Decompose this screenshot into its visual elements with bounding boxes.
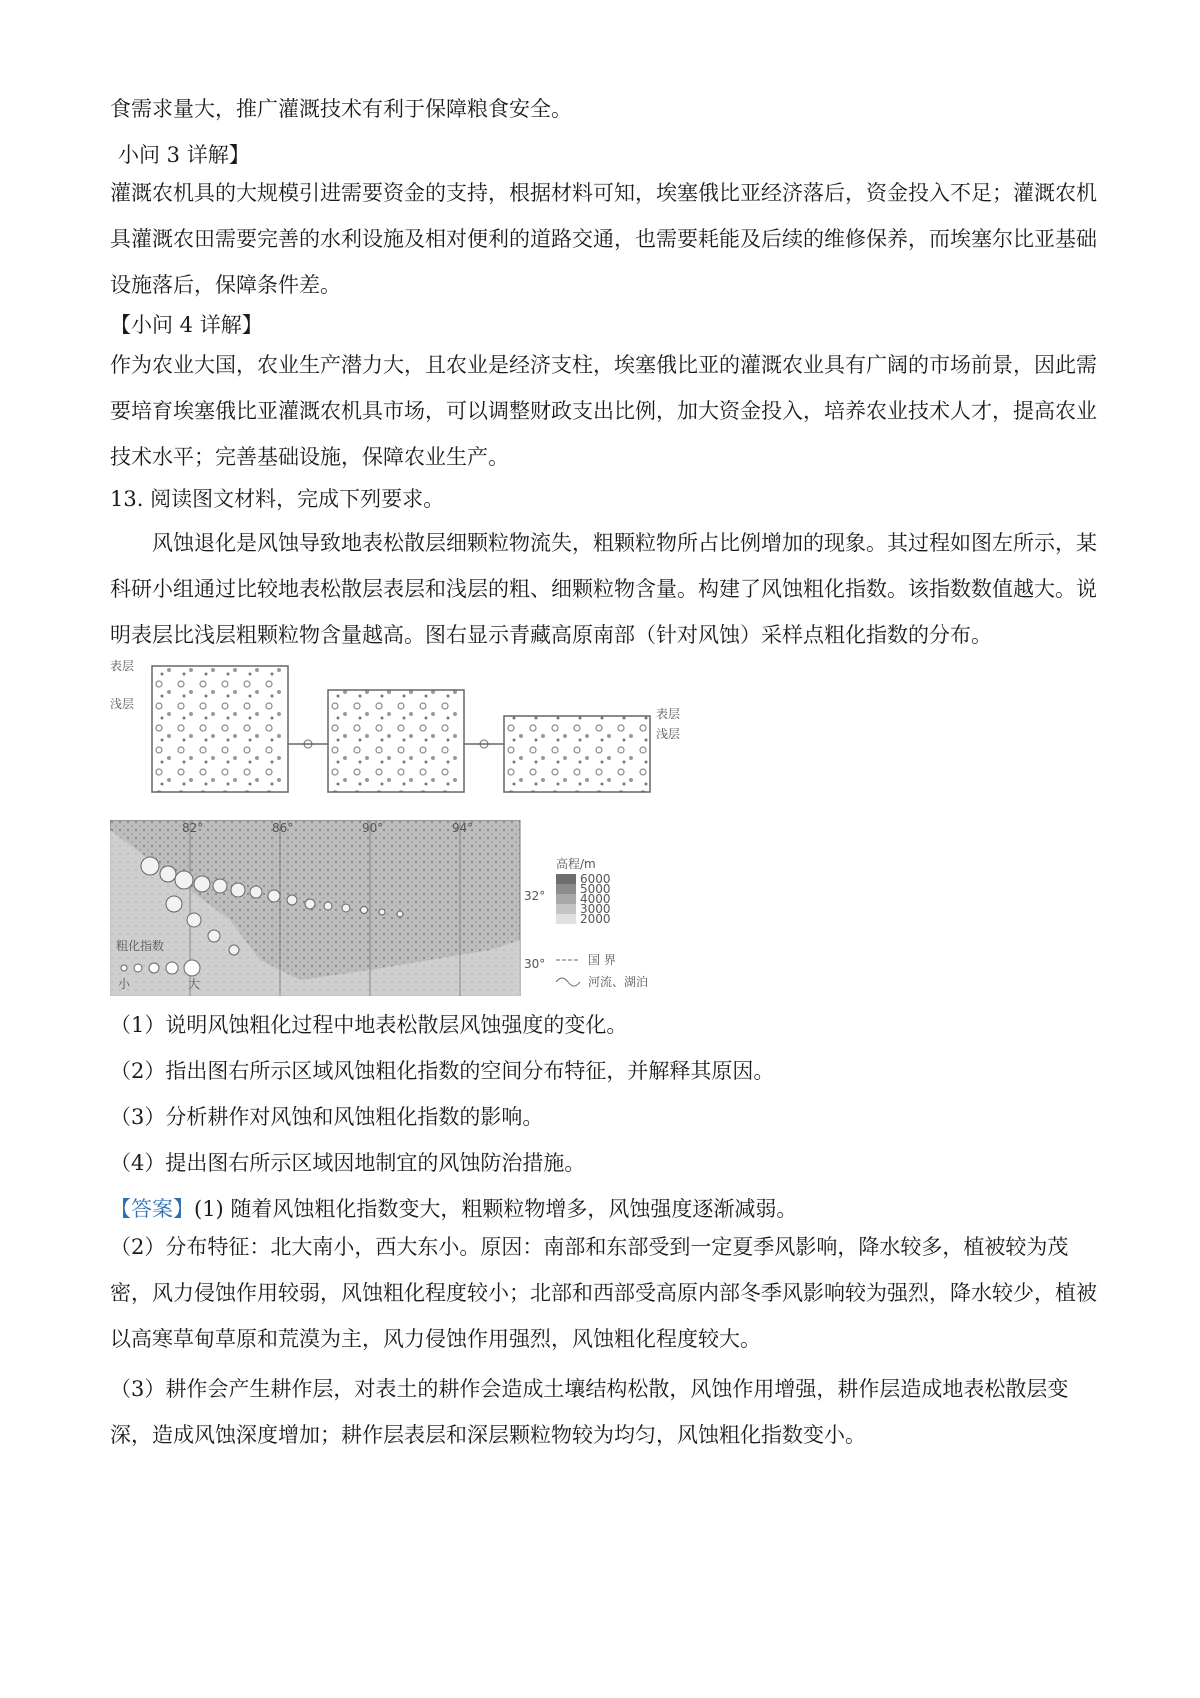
- question-4: （4）提出图右所示区域因地制宜的风蚀防治措施。: [110, 1151, 586, 1175]
- legend-index-large: 大: [188, 977, 201, 991]
- elev-swatch: [556, 904, 576, 914]
- lon-label: 94°: [452, 821, 474, 835]
- soil-box-1: [152, 666, 288, 792]
- sample-point: [160, 866, 176, 882]
- sample-point: [175, 871, 193, 889]
- erosion-process-figure: [110, 656, 730, 800]
- elev-value: 2000: [580, 912, 611, 926]
- question-3: （3）分析耕作对风蚀和风蚀粗化指数的影响。: [110, 1105, 544, 1129]
- section-heading: 小问 3 详解】: [118, 143, 250, 167]
- elev-swatch: [556, 884, 576, 894]
- question-title: 13. 阅读图文材料，完成下列要求。: [110, 487, 445, 511]
- text-line: 食需求量大，推广灌溉技术有利于保障粮食安全。: [110, 97, 572, 121]
- answer-1: (1) 随着风蚀粗化指数变大，粗颗粒物增多，风蚀强度逐渐减弱。: [194, 1197, 798, 1221]
- legend-boundary: 国 界: [588, 953, 616, 967]
- sample-point: [342, 904, 350, 912]
- plateau-map-figure: [110, 820, 650, 996]
- label-surface: 表层: [110, 659, 135, 673]
- lon-label: 82°: [182, 821, 204, 835]
- elev-swatch: [556, 874, 576, 884]
- answer-2: （2）分布特征：北大南小，西大东小。原因：南部和东部受到一定夏季风影响，降水较多，植被较为茂密，风力侵蚀作用较弱，风蚀粗化程度较小；北部和西部受高原内部冬季风影响较为强烈，降水较少，植被以高寒草甸草原和荒漠为主，风力侵蚀作用强烈，风蚀粗化程度较大。: [110, 1235, 1097, 1351]
- elev-value: 3000: [580, 902, 611, 916]
- sample-point: [305, 899, 315, 909]
- sample-point: [213, 879, 227, 893]
- sample-point: [229, 945, 239, 955]
- sample-point: [397, 911, 403, 917]
- paragraph-answer-4: 作为农业大国，农业生产潜力大，且农业是经济支柱，埃塞俄比亚的灌溉农业具有广阔的市场前景，因此需要培育埃塞俄比亚灌溉农机具市场，可以调整财政支出比例，加大资金投入，培养农业技术人才，提高农业技术水平；完善基础设施，保障农业生产。: [110, 353, 1097, 469]
- question-1: （1）说明风蚀粗化过程中地表松散层风蚀强度的变化。: [110, 1013, 628, 1037]
- material-paragraph: 风蚀退化是风蚀导致地表松散层细颗粒物流失，粗颗粒物所占比例增加的现象。其过程如图左所示，某科研小组通过比较地表松散层表层和浅层的粗、细颗粒物含量。构建了风蚀粗化指数。该指数数值越大。说明表层比浅层粗颗粒物含量越高。图右显示青藏高原南部（针对风蚀）采样点粗化指数的分布。: [110, 531, 1097, 647]
- section-heading: 【小问 4 详解】: [110, 313, 263, 337]
- sample-point: [250, 886, 262, 898]
- legend-river: 河流、湖泊: [588, 975, 649, 989]
- elev-swatch: [556, 894, 576, 904]
- legend-index-title: 粗化指数: [116, 939, 165, 953]
- paragraph-answer-3: 灌溉农机具的大规模引进需要资金的支持，根据材料可知，埃塞俄比亚经济落后，资金投入不足；灌溉农机具灌溉农田需要完善的水利设施及相对便利的道路交通，也需要耗能及后续的维修保养，而埃塞尔比亚基础设施落后，保障条件差。: [110, 181, 1097, 297]
- soil-box-2: [328, 690, 464, 792]
- sample-point: [324, 902, 332, 910]
- answer-tag: 【答案】: [110, 1197, 194, 1221]
- label-shallow-right: 浅层: [656, 727, 681, 741]
- lon-label: 90°: [362, 821, 384, 835]
- label-surface-right: 表层: [656, 707, 681, 721]
- lat-label: 32°: [524, 889, 546, 903]
- sample-point: [166, 896, 182, 912]
- elev-swatch: [556, 914, 576, 924]
- elev-value: 4000: [580, 892, 611, 906]
- lat-label: 30°: [524, 957, 546, 971]
- elev-value: 5000: [580, 882, 611, 896]
- sample-point: [194, 876, 210, 892]
- sample-point: [361, 907, 368, 914]
- elev-value: 6000: [580, 872, 611, 886]
- sample-point: [268, 890, 280, 902]
- answer-line-1: [110, 1194, 797, 1224]
- answer-3: （3）耕作会产生耕作层，对表土的耕作会造成土壤结构松散，风蚀作用增强，耕作层造成地表松散层变深，造成风蚀深度增加；耕作层表层和深层颗粒物较为均匀，风蚀粗化指数变小。: [110, 1377, 1069, 1447]
- sample-point: [141, 857, 159, 875]
- soil-box-3: [504, 716, 650, 792]
- sample-point: [187, 913, 201, 927]
- sample-point: [287, 895, 297, 905]
- lon-label: 86°: [272, 821, 294, 835]
- label-shallow: 浅层: [110, 697, 135, 711]
- sample-point: [231, 883, 245, 897]
- legend-index-small: 小: [118, 977, 131, 991]
- river-symbol: [556, 978, 580, 986]
- sample-point: [379, 909, 385, 915]
- question-2: （2）指出图右所示区域风蚀粗化指数的空间分布特征，并解释其原因。: [110, 1059, 775, 1083]
- legend-elevation-title: 高程/m: [556, 857, 596, 871]
- sample-point: [208, 930, 220, 942]
